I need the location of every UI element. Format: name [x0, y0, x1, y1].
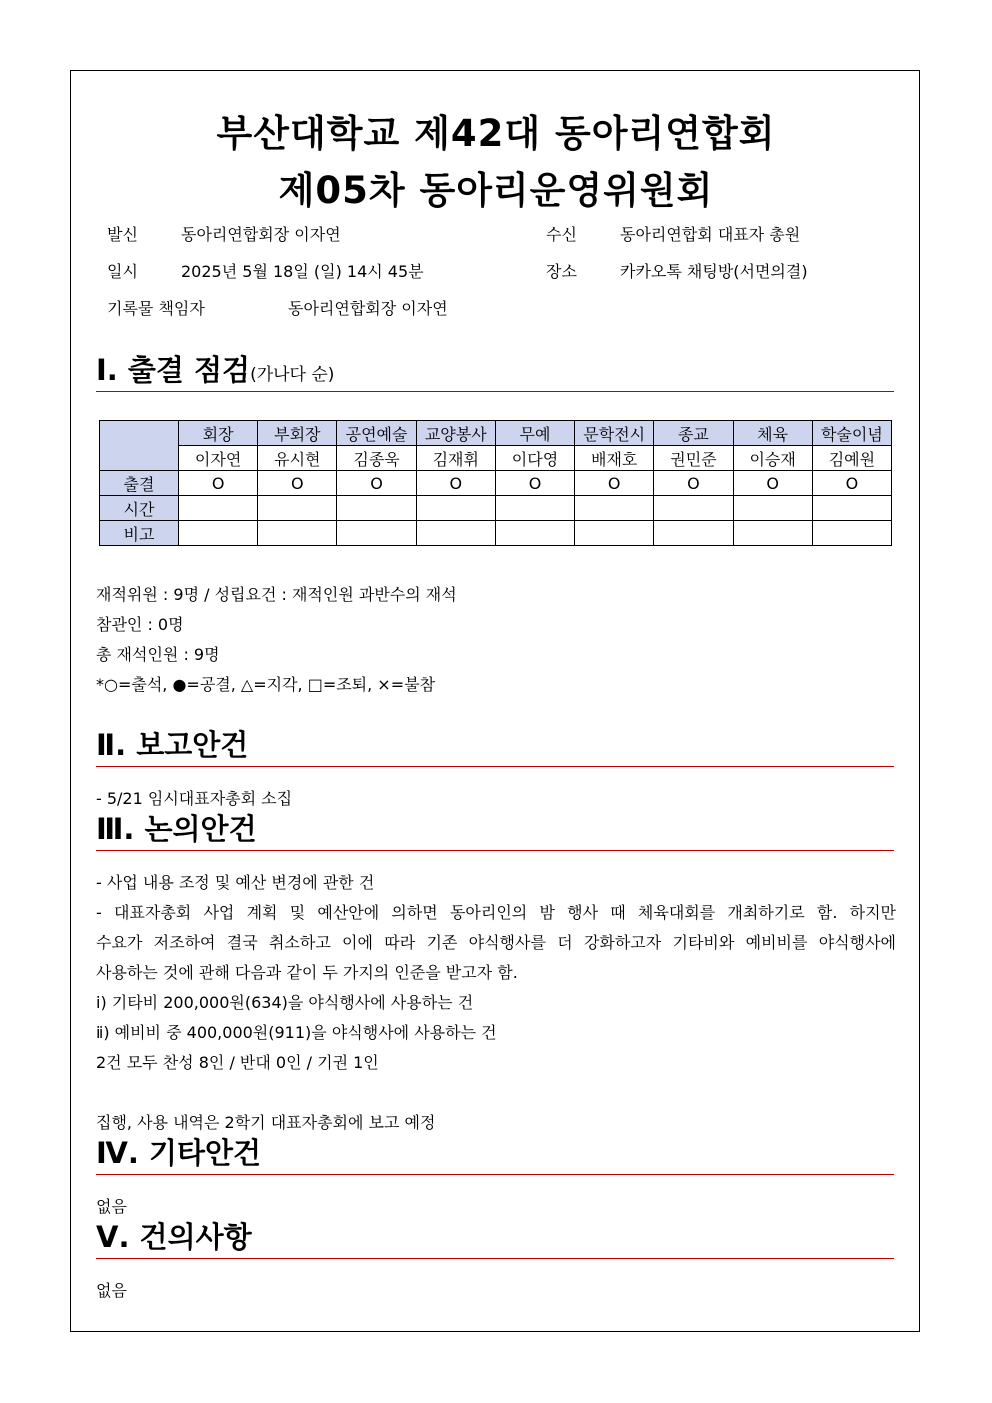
table-row	[100, 521, 892, 546]
note-cell	[258, 521, 337, 546]
section-suggestion-title: Ⅴ. 건의사항	[96, 1219, 894, 1259]
table-row	[100, 496, 892, 521]
section-attendance-sub: (가나다 순)	[250, 365, 335, 385]
name-cell: 이자연	[179, 446, 258, 471]
row-label-time: 시간	[100, 496, 179, 521]
recorder-label: 기록물 책임자	[107, 299, 205, 318]
attendance-note: 재적위원 : 9명 / 성립요건 : 재적인원 과반수의 재석	[96, 585, 457, 604]
table-row	[100, 421, 892, 446]
attendance-legend: *○=출석, ●=공결, △=지각, □=조퇴, ×=불참	[96, 675, 436, 694]
attendance-note: 참관인 : 0명	[96, 615, 184, 634]
discussion-vote: 2건 모두 찬성 8인 / 반대 0인 / 기권 1인	[96, 1053, 379, 1072]
role-cell: 부회장	[258, 421, 337, 446]
other-content: 없음	[96, 1197, 127, 1216]
attendance-note: 총 재석인원 : 9명	[96, 645, 220, 664]
date-label: 일시	[107, 262, 138, 281]
role-cell: 학술이념	[812, 421, 891, 446]
name-cell: 이다영	[495, 446, 574, 471]
discussion-item: ⅰ) 기타비 200,000원(634)을 야식행사에 사용하는 건	[96, 993, 474, 1012]
row-label-note: 비고	[100, 521, 179, 546]
name-cell: 이승재	[733, 446, 812, 471]
section-attendance-heading: Ⅰ. 출결 점검	[96, 353, 251, 387]
name-cell: 김종욱	[337, 446, 416, 471]
time-cell	[179, 496, 258, 521]
note-cell	[179, 521, 258, 546]
role-cell: 종교	[654, 421, 733, 446]
to-value: 동아리연합회 대표자 총원	[620, 225, 801, 244]
discussion-line: 집행, 사용 내역은 2학기 대표자총회에 보고 예정	[96, 1113, 436, 1132]
date-value: 2025년 5월 18일 (일) 14시 45분	[181, 262, 424, 281]
report-item: - 5/21 임시대표자총회 소집	[96, 789, 293, 808]
role-cell: 무예	[495, 421, 574, 446]
name-cell: 유시현	[258, 446, 337, 471]
name-cell: 김재휘	[416, 446, 495, 471]
note-cell	[575, 521, 654, 546]
note-cell	[337, 521, 416, 546]
status-cell: O	[258, 471, 337, 496]
to-label: 수신	[546, 225, 577, 244]
time-cell	[733, 496, 812, 521]
status-cell: O	[812, 471, 891, 496]
name-cell: 김예원	[812, 446, 891, 471]
discussion-line: 수요가 저조하여 결국 취소하고 이에 따라 기존 야식행사를 더 강화하고자 기타비와 예비비를 야식행사에	[96, 933, 896, 952]
status-cell: O	[179, 471, 258, 496]
role-cell: 문학전시	[575, 421, 654, 446]
section-report-title: Ⅱ. 보고안건	[96, 727, 894, 767]
note-cell	[733, 521, 812, 546]
time-cell	[416, 496, 495, 521]
note-cell	[495, 521, 574, 546]
suggestion-content: 없음	[96, 1281, 127, 1300]
status-cell: O	[495, 471, 574, 496]
status-cell: O	[575, 471, 654, 496]
status-cell: O	[337, 471, 416, 496]
name-cell: 배재호	[575, 446, 654, 471]
table-corner	[100, 421, 179, 471]
discussion-line: 사용하는 것에 관해 다음과 같이 두 가지의 인준을 받고자 함.	[96, 963, 518, 982]
time-cell	[575, 496, 654, 521]
place-label: 장소	[546, 262, 577, 281]
role-cell: 공연예술	[337, 421, 416, 446]
time-cell	[495, 496, 574, 521]
table-row	[100, 446, 892, 471]
note-cell	[416, 521, 495, 546]
status-cell: O	[733, 471, 812, 496]
note-cell	[654, 521, 733, 546]
discussion-item: ⅱ) 예비비 중 400,000원(911)을 야식행사에 사용하는 건	[96, 1023, 497, 1042]
recorder-value: 동아리연합회장 이자연	[288, 299, 448, 318]
section-discussion-title: Ⅲ. 논의안건	[96, 811, 894, 851]
status-cell: O	[416, 471, 495, 496]
name-cell: 권민준	[654, 446, 733, 471]
role-cell: 회장	[179, 421, 258, 446]
from-value: 동아리연합회장 이자연	[181, 225, 341, 244]
discussion-line: - 사업 내용 조정 및 예산 변경에 관한 건	[96, 873, 375, 892]
time-cell	[337, 496, 416, 521]
time-cell	[654, 496, 733, 521]
section-attendance-title	[96, 352, 894, 392]
time-cell	[812, 496, 891, 521]
note-cell	[812, 521, 891, 546]
status-cell: O	[654, 471, 733, 496]
document-title: 부산대학교 제42대 동아리연합회	[216, 112, 776, 155]
time-cell	[258, 496, 337, 521]
role-cell: 체육	[733, 421, 812, 446]
section-other-title: Ⅳ. 기타안건	[96, 1135, 894, 1175]
table-row	[100, 471, 892, 496]
place-value: 카카오톡 채팅방(서면의결)	[620, 262, 808, 281]
role-cell: 교양봉사	[416, 421, 495, 446]
from-label: 발신	[107, 225, 138, 244]
document-subtitle: 제05차 동아리운영위원회	[278, 169, 714, 212]
row-label-attendance: 출결	[100, 471, 179, 496]
attendance-table	[99, 420, 892, 546]
discussion-line: - 대표자총회 사업 계획 및 예산안에 의하면 동아리인의 밤 행사 때 체육대회를 개최하기로 함. 하지만	[96, 903, 896, 922]
